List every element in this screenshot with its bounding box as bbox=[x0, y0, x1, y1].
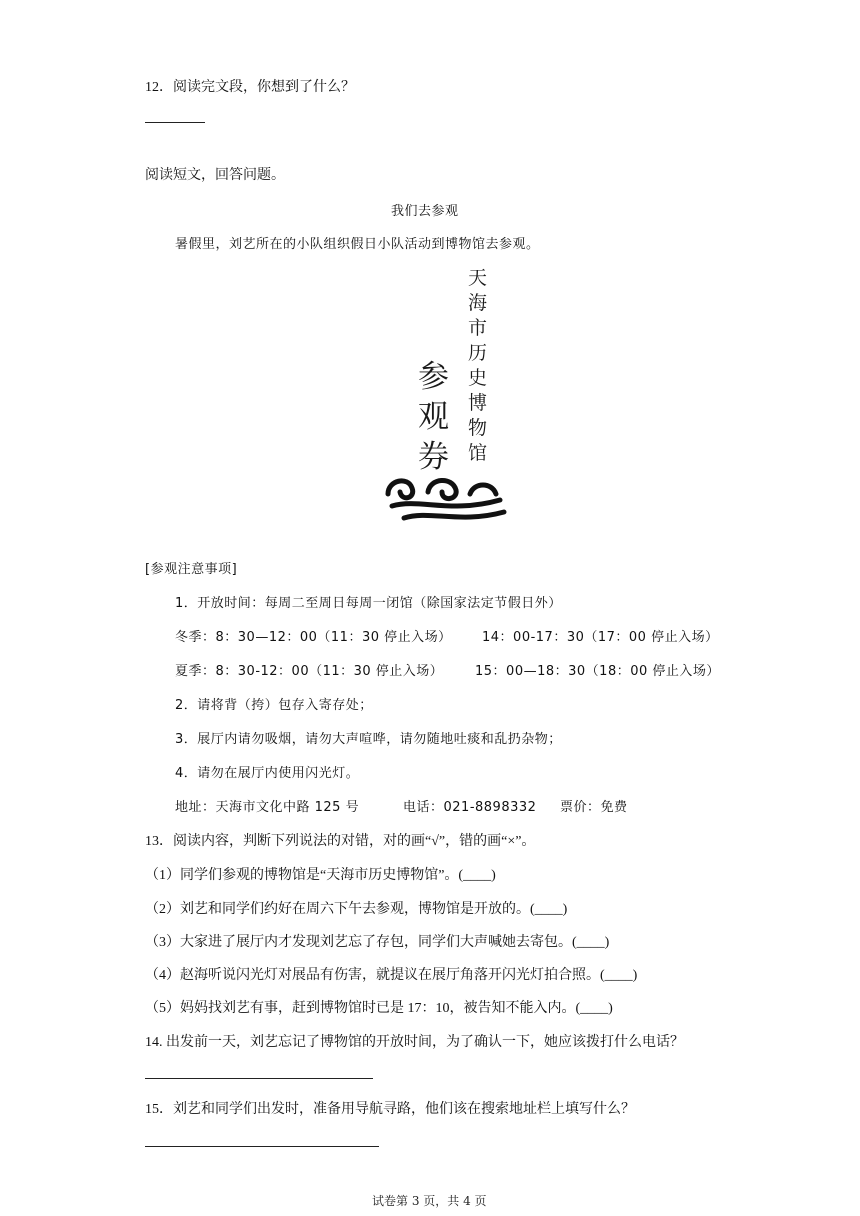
ticket-price: 票价：免费 bbox=[560, 800, 628, 815]
notice-item-1: 1．开放时间：每周二至周日每周一闭馆（除国家法定节假日外） bbox=[175, 596, 562, 611]
summer-afternoon-hours: 15：00—18：30（18：00 停止入场） bbox=[475, 664, 720, 679]
ticket-museum-char-3: 市 bbox=[468, 317, 488, 339]
ticket-label-char-3: 券 bbox=[418, 439, 449, 475]
ticket-museum-char-1: 天 bbox=[468, 267, 488, 289]
winter-afternoon-hours: 14：00-17：30（17：00 停止入场） bbox=[482, 630, 719, 645]
q13-statement-4: （4）赵海听说闪光灯对展品有伤害，就提议在展厅角落开闪光灯拍合照。(____) bbox=[145, 968, 638, 983]
notice-heading: [参观注意事项] bbox=[145, 562, 238, 577]
answer-line-15[interactable] bbox=[145, 1146, 379, 1147]
winter-morning-hours: 冬季：8：30—12：00（11：30 停止入场） bbox=[175, 630, 452, 645]
notice-item-3: 3．展厅内请勿吸烟，请勿大声喧哗，请勿随地吐痰和乱扔杂物； bbox=[175, 732, 562, 747]
question-13: 13．阅读内容，判断下列说法的对错，对的画“√”，错的画“×”。 bbox=[145, 834, 536, 849]
page-footer: 试卷第 3 页，共 4 页 bbox=[372, 1194, 487, 1208]
summer-morning-hours: 夏季：8：30-12：00（11：30 停止入场） bbox=[175, 664, 444, 679]
article-title: 我们去参观 bbox=[391, 204, 459, 219]
wave-decoration-icon bbox=[388, 480, 504, 518]
ticket-museum-char-6: 博 bbox=[468, 392, 488, 414]
q13-statement-1: （1）同学们参观的博物馆是“天海市历史博物馆”。(____) bbox=[145, 868, 496, 883]
ticket-museum-char-8: 馆 bbox=[468, 442, 488, 464]
ticket-image bbox=[380, 262, 510, 527]
answer-line-14[interactable] bbox=[145, 1078, 373, 1079]
ticket-illustration bbox=[380, 262, 510, 527]
ticket-label-char-2: 观 bbox=[418, 399, 449, 435]
ticket-museum-char-4: 历 bbox=[468, 342, 488, 364]
q13-statement-2: （2）刘艺和同学们约好在周六下午去参观，博物馆是开放的。(____) bbox=[145, 902, 568, 917]
ticket-label-char-1: 参 bbox=[418, 359, 449, 395]
question-12: 12．阅读完文段，你想到了什么？ bbox=[145, 80, 355, 95]
question-15: 15．刘艺和同学们出发时，准备用导航寻路，他们该在搜索地址栏上填写什么？ bbox=[145, 1102, 635, 1117]
question-14: 14. 出发前一天，刘艺忘记了博物馆的开放时间，为了确认一下，她应该拨打什么电话？ bbox=[145, 1035, 684, 1050]
notice-item-2: 2．请将背（挎）包存入寄存处； bbox=[175, 698, 373, 713]
ticket-museum-char-2: 海 bbox=[468, 292, 488, 314]
museum-phone: 电话：021-8898332 bbox=[403, 800, 537, 815]
section-intro: 阅读短文，回答问题。 bbox=[145, 168, 285, 183]
ticket-museum-char-7: 物 bbox=[468, 417, 488, 439]
answer-line-12[interactable] bbox=[145, 122, 205, 123]
museum-address: 地址：天海市文化中路 125 号 bbox=[175, 800, 360, 815]
ticket-museum-char-5: 史 bbox=[468, 367, 488, 389]
notice-item-4: 4．请勿在展厅内使用闪光灯。 bbox=[175, 766, 360, 781]
article-intro: 暑假里，刘艺所在的小队组织假日小队活动到博物馆去参观。 bbox=[175, 237, 540, 252]
q13-statement-3: （3）大家进了展厅内才发现刘艺忘了存包，同学们大声喊她去寄包。(____) bbox=[145, 935, 610, 950]
q13-statement-5: （5）妈妈找刘艺有事，赶到博物馆时已是 17：10，被告知不能入内。(____) bbox=[145, 1001, 613, 1016]
